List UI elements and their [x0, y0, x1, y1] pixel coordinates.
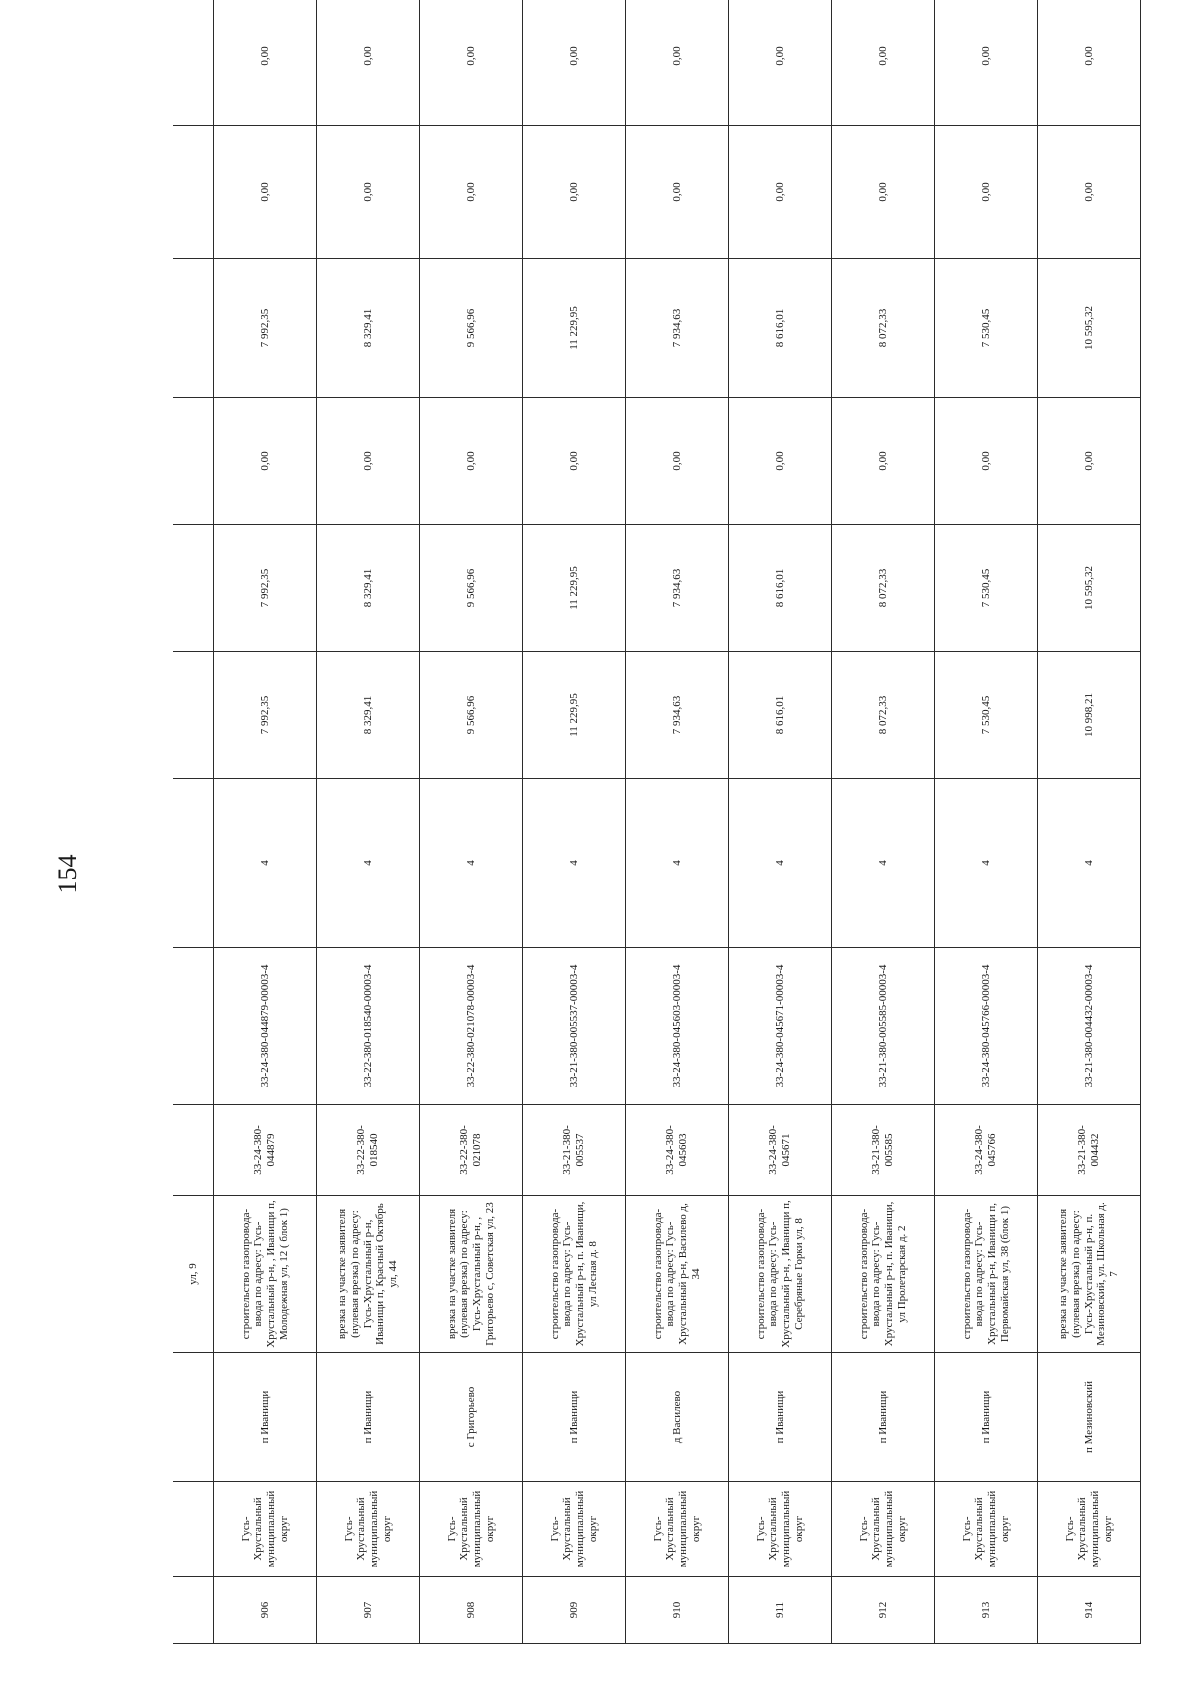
- cell-value-4: 8 616,01: [729, 259, 832, 398]
- cell-value-2: [173, 525, 214, 652]
- cell-num: [173, 1577, 214, 1644]
- cell-locality: п Иванищи: [317, 1353, 420, 1482]
- cell-value-4: 10 595,32: [1038, 259, 1141, 398]
- cell-district: Гусь-Хрустальный муниципальный округ: [832, 1482, 935, 1577]
- cell-district: Гусь-Хрустальный муниципальный округ: [317, 1482, 420, 1577]
- cell-value-1: 9 566,96: [420, 652, 523, 779]
- cell-id: 33-24-380-045603-00003-4: [626, 948, 729, 1105]
- table-row: [1038, 0, 1141, 1644]
- cell-value-2: 8 616,01: [729, 525, 832, 652]
- cell-num: 914: [1038, 1577, 1141, 1644]
- cell-category: 4: [935, 779, 1038, 948]
- cell-value-6: 0,00: [1038, 0, 1141, 126]
- cell-locality: п Иванищи: [729, 1353, 832, 1482]
- cell-district: Гусь-Хрустальный муниципальный округ: [420, 1482, 523, 1577]
- cell-value-2: 7 530,45: [935, 525, 1038, 652]
- cell-locality: п Иванищи: [935, 1353, 1038, 1482]
- cell-district: [173, 1482, 214, 1577]
- cell-district: Гусь-Хрустальный муниципальный округ: [214, 1482, 317, 1577]
- cell-num: 912: [832, 1577, 935, 1644]
- cell-category: [173, 779, 214, 948]
- cell-value-3: 0,00: [729, 398, 832, 525]
- cell-code: 33-24-380-044879: [214, 1105, 317, 1196]
- cell-value-3: 0,00: [832, 398, 935, 525]
- cell-category: 4: [420, 779, 523, 948]
- cell-value-6: 0,00: [317, 0, 420, 126]
- cell-value-2: 10 595,32: [1038, 525, 1141, 652]
- cell-value-1: 10 998,21: [1038, 652, 1141, 779]
- cell-value-1: 8 072,33: [832, 652, 935, 779]
- table-row: [729, 0, 832, 1644]
- cell-id: 33-22-380-021078-00003-4: [420, 948, 523, 1105]
- cell-district: Гусь-Хрустальный муниципальный округ: [935, 1482, 1038, 1577]
- cell-value-5: 0,00: [832, 126, 935, 259]
- cell-value-1: 7 530,45: [935, 652, 1038, 779]
- cell-value-3: 0,00: [214, 398, 317, 525]
- cell-value-2: 9 566,96: [420, 525, 523, 652]
- cell-code: 33-24-380-045671: [729, 1105, 832, 1196]
- cell-value-1: 7 992,35: [214, 652, 317, 779]
- cell-desc: врезка на участке заявителя (нулевая врезка) по адресу: Гусь-Хрустальный р-н, п. Мезиновский, ул. Школьная д. 7: [1038, 1196, 1141, 1353]
- table-row: [523, 0, 626, 1644]
- cell-value-4: 8 329,41: [317, 259, 420, 398]
- cell-value-6: 0,00: [935, 0, 1038, 126]
- cell-value-4: 7 934,63: [626, 259, 729, 398]
- cell-num: 906: [214, 1577, 317, 1644]
- cell-value-4: 8 072,33: [832, 259, 935, 398]
- cell-category: 4: [626, 779, 729, 948]
- cell-code: 33-21-380-005585: [832, 1105, 935, 1196]
- cell-value-2: 7 992,35: [214, 525, 317, 652]
- cell-value-5: 0,00: [523, 126, 626, 259]
- cell-num: 913: [935, 1577, 1038, 1644]
- cell-code: 33-22-380-021078: [420, 1105, 523, 1196]
- cell-value-2: 7 934,63: [626, 525, 729, 652]
- cell-locality: п Мезиновский: [1038, 1353, 1141, 1482]
- cell-value-5: 0,00: [420, 126, 523, 259]
- cell-code: 33-24-380-045766: [935, 1105, 1038, 1196]
- cell-id: 33-24-380-044879-00003-4: [214, 948, 317, 1105]
- cell-value-5: 0,00: [729, 126, 832, 259]
- cell-value-4: 7 992,35: [214, 259, 317, 398]
- cell-num: 909: [523, 1577, 626, 1644]
- cell-value-5: 0,00: [626, 126, 729, 259]
- continuation-row: [173, 0, 214, 1644]
- cell-value-2: 8 072,33: [832, 525, 935, 652]
- cell-value-3: [173, 398, 214, 525]
- table-row: [832, 0, 935, 1644]
- cell-district: Гусь-Хрустальный муниципальный округ: [523, 1482, 626, 1577]
- cell-value-5: 0,00: [214, 126, 317, 259]
- cell-value-6: [173, 0, 214, 126]
- cell-value-3: 0,00: [317, 398, 420, 525]
- cell-value-3: 0,00: [1038, 398, 1141, 525]
- page-number: 154: [53, 854, 82, 894]
- cell-desc: ул, 9: [173, 1196, 214, 1353]
- cell-code: 33-21-380-004432: [1038, 1105, 1141, 1196]
- cell-locality: д Василево: [626, 1353, 729, 1482]
- cell-value-3: 0,00: [420, 398, 523, 525]
- cell-district: Гусь-Хрустальный муниципальный округ: [729, 1482, 832, 1577]
- cell-id: 33-21-380-005585-00003-4: [832, 948, 935, 1105]
- cell-desc: строительство газопровода-ввода по адресу: Гусь-Хрустальный р-н, , Иванищи п, Молодежная ул, 12 ( блок 1): [214, 1196, 317, 1353]
- cell-value-1: [173, 652, 214, 779]
- cell-category: 4: [729, 779, 832, 948]
- cell-code: 33-24-380-045603: [626, 1105, 729, 1196]
- cell-value-5: 0,00: [317, 126, 420, 259]
- cell-value-4: 9 566,96: [420, 259, 523, 398]
- cell-num: 911: [729, 1577, 832, 1644]
- cell-value-4: 11 229,95: [523, 259, 626, 398]
- cell-district: Гусь-Хрустальный муниципальный округ: [626, 1482, 729, 1577]
- cell-id: 33-22-380-018540-00003-4: [317, 948, 420, 1105]
- table-row: [317, 0, 420, 1644]
- cell-value-5: 0,00: [1038, 126, 1141, 259]
- cell-num: 907: [317, 1577, 420, 1644]
- cell-desc: врезка на участке заявителя (нулевая врезка) по адресу: Гусь-Хрустальный р-н, , Григорьево с, Советская ул, 23: [420, 1196, 523, 1353]
- cell-id: 33-24-380-045766-00003-4: [935, 948, 1038, 1105]
- cell-value-6: 0,00: [214, 0, 317, 126]
- cell-value-2: 11 229,95: [523, 525, 626, 652]
- cell-locality: п Иванищи: [523, 1353, 626, 1482]
- cell-value-3: 0,00: [935, 398, 1038, 525]
- cell-num: 910: [626, 1577, 729, 1644]
- cell-desc: строительство газопровода-ввода по адресу: Гусь-Хрустальный р-н, Василево д, 34: [626, 1196, 729, 1353]
- cell-num: 908: [420, 1577, 523, 1644]
- cell-value-6: 0,00: [832, 0, 935, 126]
- cell-desc: строительство газопровода-ввода по адресу: Гусь-Хрустальный р-н, Иванищи п, Первомайская ул, 38 (блок 1): [935, 1196, 1038, 1353]
- cell-value-3: 0,00: [523, 398, 626, 525]
- cell-category: 4: [214, 779, 317, 948]
- cell-value-6: 0,00: [420, 0, 523, 126]
- cell-value-6: 0,00: [523, 0, 626, 126]
- cell-desc: строительство газопровода-ввода по адресу: Гусь-Хрустальный р-н, п. Иванищи, ул Лесная д. 8: [523, 1196, 626, 1353]
- cell-value-2: 8 329,41: [317, 525, 420, 652]
- cell-value-6: 0,00: [626, 0, 729, 126]
- cell-code: 33-21-380-005537: [523, 1105, 626, 1196]
- cell-code: 33-22-380-018540: [317, 1105, 420, 1196]
- cell-category: 4: [1038, 779, 1141, 948]
- cell-desc: строительство газопровода-ввода по адресу: Гусь-Хрустальный р-н, п. Иванищи, ул Пролетарская д. 2: [832, 1196, 935, 1353]
- cell-desc: врезка на участке заявителя (нулевая врезка) по адресу: Гусь-Хрустальный р-н, Иванищи п, Красный Октябрь ул, 44: [317, 1196, 420, 1353]
- cell-id: 33-21-380-004432-00003-4: [1038, 948, 1141, 1105]
- table-row: [626, 0, 729, 1644]
- cell-category: 4: [317, 779, 420, 948]
- cell-value-6: 0,00: [729, 0, 832, 126]
- register-table: [173, 0, 1141, 1644]
- table-row: [214, 0, 317, 1644]
- cell-locality: п Иванищи: [214, 1353, 317, 1482]
- cell-value-3: 0,00: [626, 398, 729, 525]
- cell-value-5: 0,00: [935, 126, 1038, 259]
- cell-category: 4: [523, 779, 626, 948]
- cell-locality: п Иванищи: [832, 1353, 935, 1482]
- cell-value-4: [173, 259, 214, 398]
- cell-value-4: 7 530,45: [935, 259, 1038, 398]
- cell-value-1: 11 229,95: [523, 652, 626, 779]
- cell-value-1: 8 616,01: [729, 652, 832, 779]
- cell-value-1: 7 934,63: [626, 652, 729, 779]
- cell-category: 4: [832, 779, 935, 948]
- cell-id: 33-21-380-005537-00003-4: [523, 948, 626, 1105]
- cell-id: 33-24-380-045671-00003-4: [729, 948, 832, 1105]
- cell-value-5: [173, 126, 214, 259]
- table-row: [420, 0, 523, 1644]
- cell-locality: с Григорьево: [420, 1353, 523, 1482]
- cell-locality: [173, 1353, 214, 1482]
- rotated-table-wrapper: [173, 46, 1120, 1644]
- cell-district: Гусь-Хрустальный муниципальный округ: [1038, 1482, 1141, 1577]
- table-row: [935, 0, 1038, 1644]
- cell-code: [173, 1105, 214, 1196]
- cell-id: [173, 948, 214, 1105]
- cell-value-1: 8 329,41: [317, 652, 420, 779]
- cell-desc: строительство газопровода-ввода по адресу: Гусь-Хрустальный р-н, , Иванищи п, Серебряные Горки ул, 8: [729, 1196, 832, 1353]
